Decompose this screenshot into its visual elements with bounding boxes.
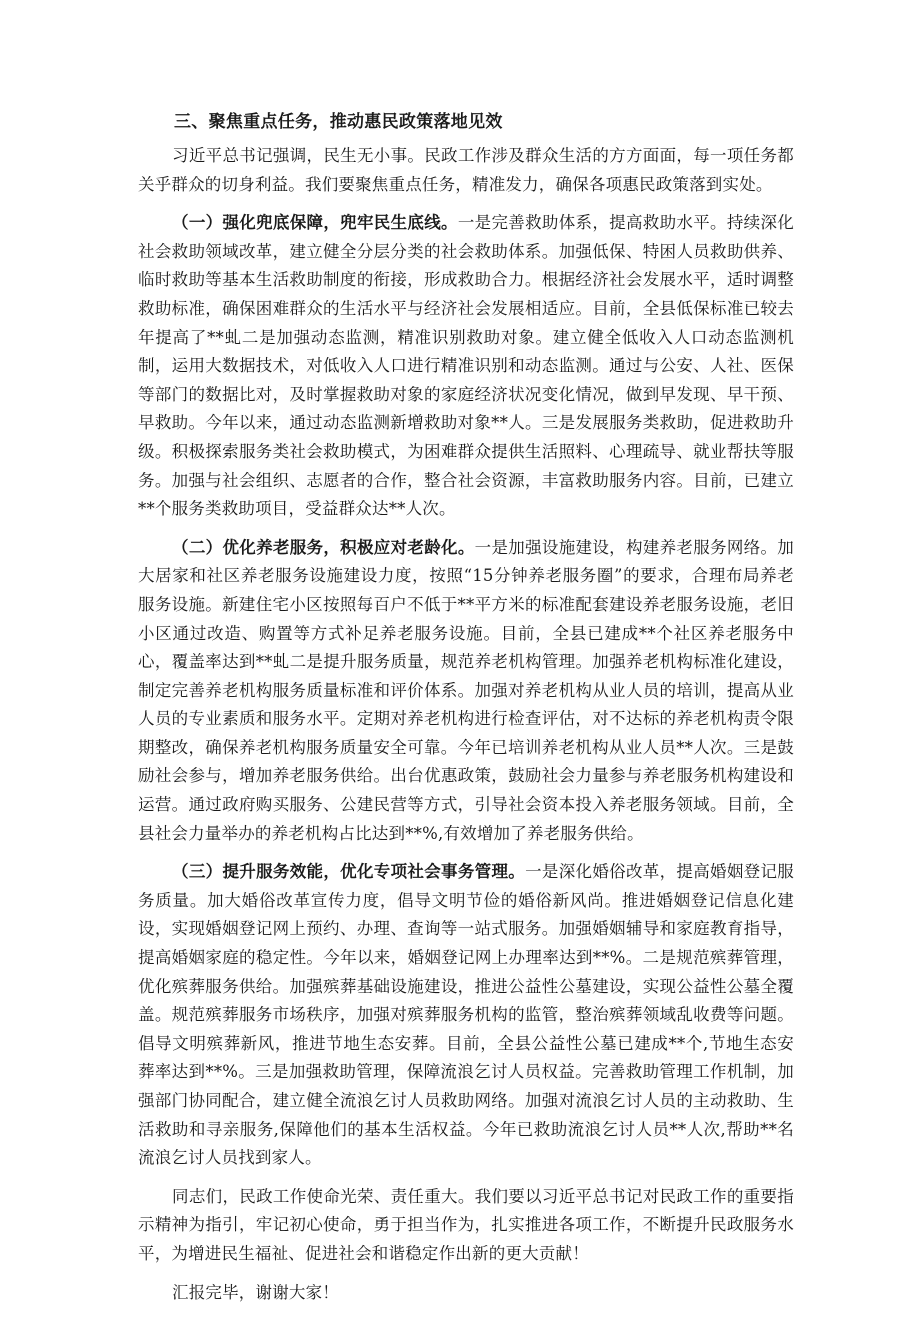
item-lead-2: （二）优化养老服务，积极应对老龄化。 (172, 537, 475, 557)
item-body-2: 一是加强设施建设，构建养老服务网络。加大居家和社区养老服务设施建设力度，按照“15分钟养老服务圈”的要求，合理布局养老服务设施。新建住宅小区按照每百户不低于**平方米的标准配套建设养老服务设施，老旧小区通过改造、购置等方式补足养老服务设施。目前，全县已建成**个社区养老服务中心，覆盖率达到**虬二是提升服务质量，规范养老机构管理。加强养老机构标准化建设，制定完善养老机构服务质量标准和评价体系。加强对养老机构从业人员的培训，提高从业人员的专业素质和服务水平。定期对养老机构进行检查评估，对不达标的养老机构责令限期整改，确保养老机构服务质量安全可靠。今年已培训养老机构从业人员**人次。三是鼓励社会参与，增加养老服务供给。出台优惠政策，鼓励社会力量参与养老服务机构建设和运营。通过政府购买服务、公建民营等方式，引导社会资本投入养老服务领域。目前，全县社会力量举办的养老机构占比达到**%,有效增加了养老服务供给。 (138, 537, 794, 843)
item-body-3: 一是深化婚俗改革，提高婚姻登记服务质量。加大婚俗改革宣传力度，倡导文明节俭的婚俗新风尚。推进婚姻登记信息化建设，实现婚姻登记网上预约、办理、查询等一站式服务。加强婚姻辅导和家庭教育指导，提高婚姻家庭的稳定性。今年以来，婚姻登记网上办理率达到**%。二是规范殡葬管理，优化殡葬服务供给。加强殡葬基础设施建设，推进公益性公墓建设，实现公益性公墓全覆盖。规范殡葬服务市场秩序，加强对殡葬服务机构的监管，整治殡葬领域乱收费等问题。倡导文明殡葬新风，推进节地生态安葬。目前，全县公益性公墓已建成**个,节地生态安葬率达到**%。三是加强救助管理，保障流浪乞讨人员权益。完善救助管理工作机制，加强部门协同配合，建立健全流浪乞讨人员救助网络。加强对流浪乞讨人员的主动救助、生活救助和寻亲服务,保障他们的基本生活权益。今年已救助流浪乞讨人员**人次,帮助**名流浪乞讨人员找到家人。 (138, 862, 794, 1168)
item-paragraph-1 (138, 209, 794, 524)
item-lead-1: （一）强化兜底保障，兜牢民生底线。 (172, 213, 458, 233)
section-heading: 三、聚焦重点任务，推动惠民政策落地见效 (174, 112, 503, 132)
item-body-1: 一是完善救助体系，提高救助水平。持续深化社会救助领域改革，建立健全分层分类的社会救助体系。加强低保、特困人员救助供养、临时救助等基本生活救助制度的衔接，形成救助合力。根据经济社会发展水平，适时调整救助标准，确保困难群众的生活水平与经济社会发展相适应。目前，全县低保标准已较去年提高了**虬二是加强动态监测，精准识别救助对象。建立健全低收入人口动态监测机制，运用大数据技术，对低收入人口进行精准识别和动态监测。通过与公安、人社、医保等部门的数据比对，及时掌握救助对象的家庭经济状况变化情况，做到早发现、早干预、早救助。今年以来，通过动态监测新增救助对象**人。三是发展服务类救助，促进救助升级。积极探索服务类社会救助模式，为困难群众提供生活照料、心理疏导、就业帮扶等服务。加强与社会组织、志愿者的合作，整合社会资源，丰富救助服务内容。目前，已建立**个服务类救助项目，受益群众达**人次。 (138, 213, 795, 519)
thanks-line: 汇报完毕，谢谢大家！ (172, 1282, 339, 1302)
item-lead-3: （三）提升服务效能，优化专项社会事务管理。 (172, 862, 526, 882)
closing-paragraph: 同志们，民政工作使命光荣、责任重大。我们要以习近平总书记对民政工作的重要指示精神为指引，牢记初心使命，勇于担当作为，扎实推进各项工作，不断提升民政服务水平，为增进民生福祉、促进社会和谐稳定作出新的更大贡献！ (138, 1186, 794, 1263)
document-body (138, 108, 794, 1317)
intro-paragraph: 习近平总书记强调，民生无小事。民政工作涉及群众生活的方方面面，每一项任务都关乎群众的切身利益。我们要聚焦重点任务，精准发力，确保各项惠民政策落到实处。 (138, 146, 794, 194)
item-paragraph-2 (138, 534, 794, 849)
item-paragraph-3 (138, 858, 794, 1173)
